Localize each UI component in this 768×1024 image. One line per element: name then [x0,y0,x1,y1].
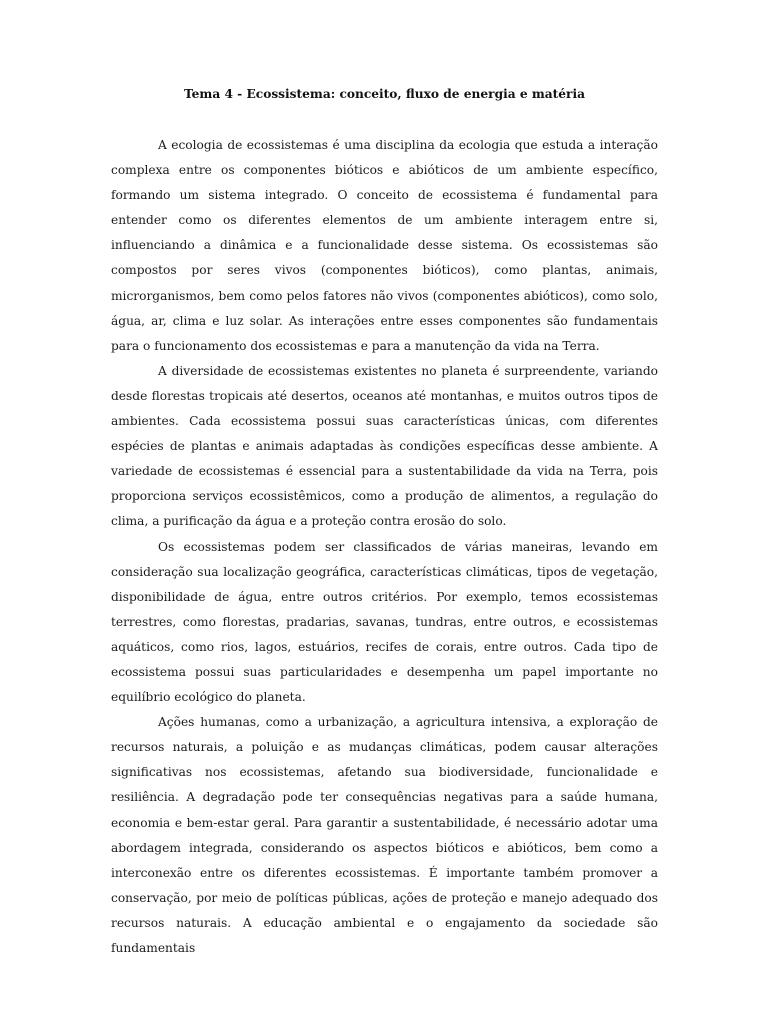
paragraph-human-impact: Ações humanas, como a urbanização, a agricultura intensiva, a exploração de recursos naturais, a poluição e as mudanças climáticas, podem causar alterações significativas nos ecossistemas, afetando sua biodiversidade, funcionalidade e resiliência. A degradação pode ter consequências negativas para a saúde humana, economia e bem-estar geral. Para garantir a sustentabilidade, é necessário adotar uma abordagem integrada, considerando os aspectos bióticos e abióticos, bem como a interconexão entre os diferentes ecossistemas. É importante também promover a conservação, por meio de políticas públicas, ações de proteção e manejo adequado dos recursos naturais. A educação ambiental e o engajamento da sociedade são fundamentais [111,715,658,955]
document-body [111,133,658,961]
paragraph-ecosystem-diversity: A diversidade de ecossistemas existentes no planeta é surpreendente, variando desde florestas tropicais até desertos, oceanos até montanhas, e muitos outros tipos de ambientes. Cada ecossistema possui suas características únicas, com diferentes espécies de plantas e animais adaptadas às condições específicas desse ambiente. A variedade de ecossistemas é essencial para a sustentabilidade da vida na Terra, pois proporciona serviços ecossistêmicos, como a produção de alimentos, a regulação do clima, a purificação da água e a proteção contra erosão do solo. [111,363,658,529]
paragraph-ecology-definition: A ecologia de ecossistemas é uma disciplina da ecologia que estuda a interação complexa entre os componentes bióticos e abióticos de um ambiente específico, formando um sistema integrado. O conceito de ecossistema é fundamental para entender como os diferentes elementos de um ambiente interagem entre si, influenciando a dinâmica e a funcionalidade desse sistema. Os ecossistemas são compostos por seres vivos (componentes bióticos), como plantas, animais, microrganismos, bem como pelos fatores não vivos (componentes abióticos), como solo, água, ar, clima e luz solar. As interações entre esses componentes são fundamentais para o funcionamento dos ecossistemas e para a manutenção da vida na Terra. [111,138,658,353]
document-title: Tema 4 - Ecossistema: conceito, fluxo de energia e matéria [184,87,585,101]
paragraph-ecosystem-classification: Os ecossistemas podem ser classificados de várias maneiras, levando em consideração sua localização geográfica, características climáticas, tipos de vegetação, disponibilidade de água, entre outros critérios. Por exemplo, temos ecossistemas terrestres, como florestas, pradarias, savanas, tundras, entre outros, e ecossistemas aquáticos, como rios, lagos, estuários, recifes de corais, entre outros. Cada tipo de ecossistema possui suas particularidades e desempenha um papel importante no equilíbrio ecológico do planeta. [111,539,658,705]
